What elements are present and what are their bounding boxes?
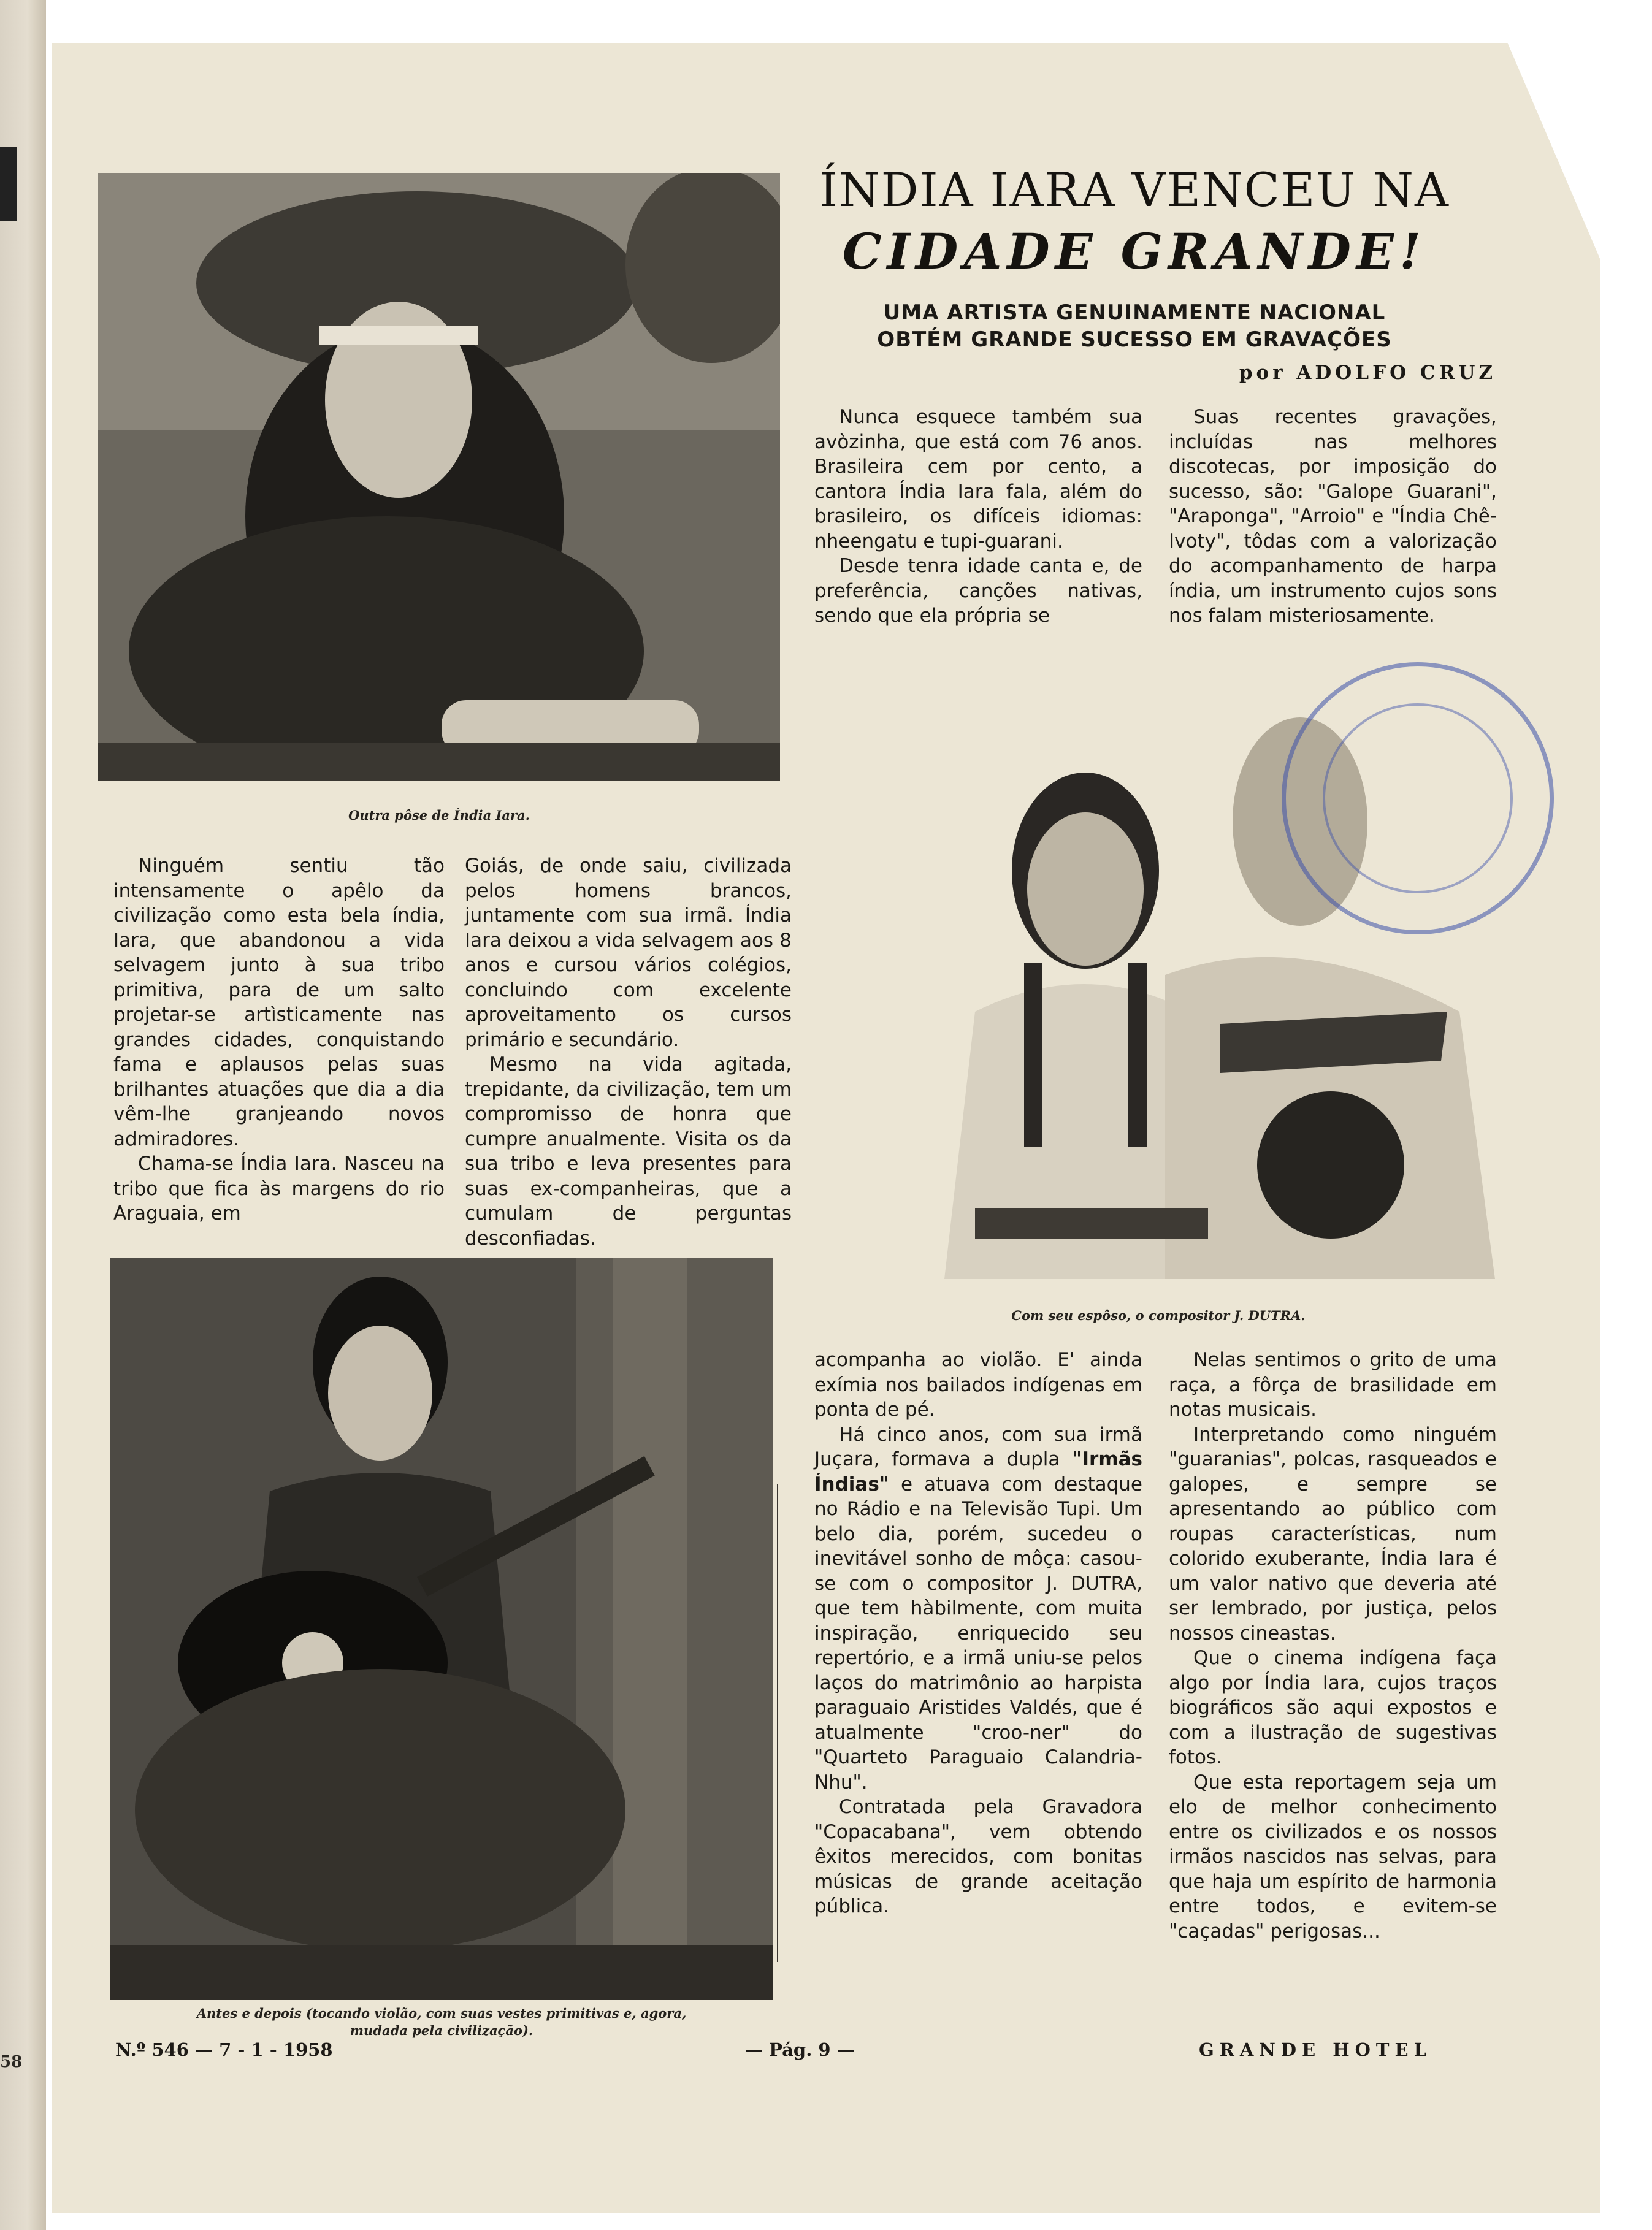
previous-page-black-bar (0, 147, 17, 221)
footer-issue: N.º 546 — 7 - 1 - 1958 (115, 2039, 333, 2060)
photo-outra-pose (98, 173, 780, 781)
subheadline (791, 299, 1478, 353)
column-rule (777, 1484, 778, 1962)
caption-couple: Com seu espôso, o compositor J. DUTRA. (1011, 1308, 1306, 1323)
paragraph (814, 1422, 1142, 1795)
paragraph: Goiás, de onde saiu, civilizada pelos homens brancos, juntamente com sua irmã. Índia Iara deixou a vida selvagem aos 8 anos e cursou vários colégios, concluindo com excelente aproveitamento os cursos primário e secundário. (465, 855, 792, 1051)
caption-guitar-line2: mudada pela civilização). (350, 2023, 533, 2038)
headline-line2: CIDADE GRANDE! (842, 223, 1427, 280)
article-middle-column-2 (465, 853, 792, 1251)
paragraph: Que o cinema indígena faça algo por Índia Iara, cujos traços biográficos são aqui expostos e com a ilustração de sugestivas fotos. (1169, 1647, 1497, 1768)
text-span: Há cinco anos, com sua irmã Juçara, formava a dupla (814, 1423, 1142, 1470)
paragraph: acompanha ao violão. E' ainda exímia nos bailados indígenas em ponta de pé. (814, 1349, 1142, 1421)
caption-guitar (110, 2005, 773, 2039)
footer-magazine-name: GRANDE HOTEL (1199, 2039, 1432, 2060)
paragraph: Nunca esquece também sua avòzinha, que está com 76 anos. Brasileira cem por cento, a cantora Índia Iara fala, além do brasileiro, os difíceis idiomas: nheengatu e tupi-guarani. (814, 406, 1142, 552)
headline (791, 161, 1478, 283)
woman-guitar-illustration (110, 1258, 773, 2000)
paragraph: Chama-se Índia Iara. Nasceu na tribo que fica às margens do rio Araguaia, em (113, 1153, 445, 1224)
paragraph: Nelas sentimos o grito de uma raça, a fôrça de brasilidade em notas musicais. (1169, 1349, 1497, 1421)
paragraph: Suas recentes gravações, incluídas nas melhores discotecas, por imposição do sucesso, são: "Galope Guarani", "Araponga", "Arroio" e "Índia Chê-Ivoty", tôdas com a valorização do acompanhamento de harpa índia, um instrumento cujos sons nos falam misteriosamente. (1169, 406, 1497, 627)
article-middle-column-1 (113, 853, 445, 1226)
byline: por ADOLFO CRUZ (1239, 362, 1496, 384)
subheadline-line2: OBTÉM GRANDE SUCESSO EM GRAVAÇÕES (877, 327, 1392, 352)
article-top-column-1 (814, 405, 1142, 628)
caption-outra-pose: Outra pôse de Índia Iara. (348, 808, 530, 823)
article-top-column-2 (1169, 405, 1497, 628)
paragraph: Mesmo na vida agitada, trepidante, da civilização, tem um compromisso de honra que cumpre anualmente. Visita os da sua tribo e leva presentes para suas ex-companheiras, que a cumulam de perguntas desconfiadas. (465, 1053, 792, 1250)
bold-duo-name: "Irmãs Índias" (814, 1448, 1142, 1495)
paragraph: Desde tenra idade canta e, de preferência, canções nativas, sendo que ela própria se (814, 555, 1142, 627)
previous-page-edge (0, 0, 46, 2230)
subheadline-line1: UMA ARTISTA GENUINAMENTE NACIONAL (883, 300, 1386, 325)
photo-guitar (110, 1258, 773, 2000)
previous-page-number: 58 (0, 2053, 23, 2071)
text-span: e atuava com destaque no Rádio e na Televisão Tupi. Um belo dia, porém, sucedeu o inevitável sonho de môça: casou-se com o compositor J. DUTRA, que tem hàbilmente, com muita inspiração, enriquecido seu repertório, e a irmã uniu-se pelos laços do matrimônio ao harpista paraguaio Aristides Valdés, que é atualmente "croo-ner" do "Quarteto Paraguaio Calandria-Nhu". (814, 1473, 1142, 1793)
paragraph: Que esta reportagem seja um elo de melhor conhecimento entre os civilizados e os nossos irmãos nascidos nas selvas, para que haja um espírito de harmonia entre todos, e evitem-se "caçadas" perigosas... (1169, 1771, 1497, 1942)
footer-page-number: — Pág. 9 — (745, 2039, 855, 2060)
woman-headdress-illustration (98, 173, 780, 781)
headline-line1: ÍNDIA IARA VENCEU NA (819, 162, 1450, 217)
paragraph: Ninguém sentiu tão intensamente o apêlo da civilização como esta bela índia, Iara, que abandonou a vida selvagem junto à sua tribo primitiva, para de um salto projetar-se artìsticamente nas grandes cidades, conquistando fama e aplausos pelas suas brilhantes atuações que dia a dia vêm-lhe granjeando novos admiradores. (113, 855, 445, 1150)
article-bottom-column-1 (814, 1348, 1142, 1919)
caption-guitar-line1: Antes e depois (tocando violão, com suas vestes primitivas e, agora, (196, 2006, 687, 2021)
paragraph: Contratada pela Gravadora "Copacabana", vem obtendo êxitos merecidos, com bonitas músicas de grande aceitação pública. (814, 1796, 1142, 1917)
article-bottom-column-2 (1169, 1348, 1497, 1944)
paragraph: Interpretando como ninguém "guaranias", polcas, rasqueados e galopes, e sempre se apresentando ao público com roupas características, num colorido exuberante, Índia Iara é um valor nativo que deveria até ser lembrado, por justiça, pelos nossos cineastas. (1169, 1423, 1497, 1644)
